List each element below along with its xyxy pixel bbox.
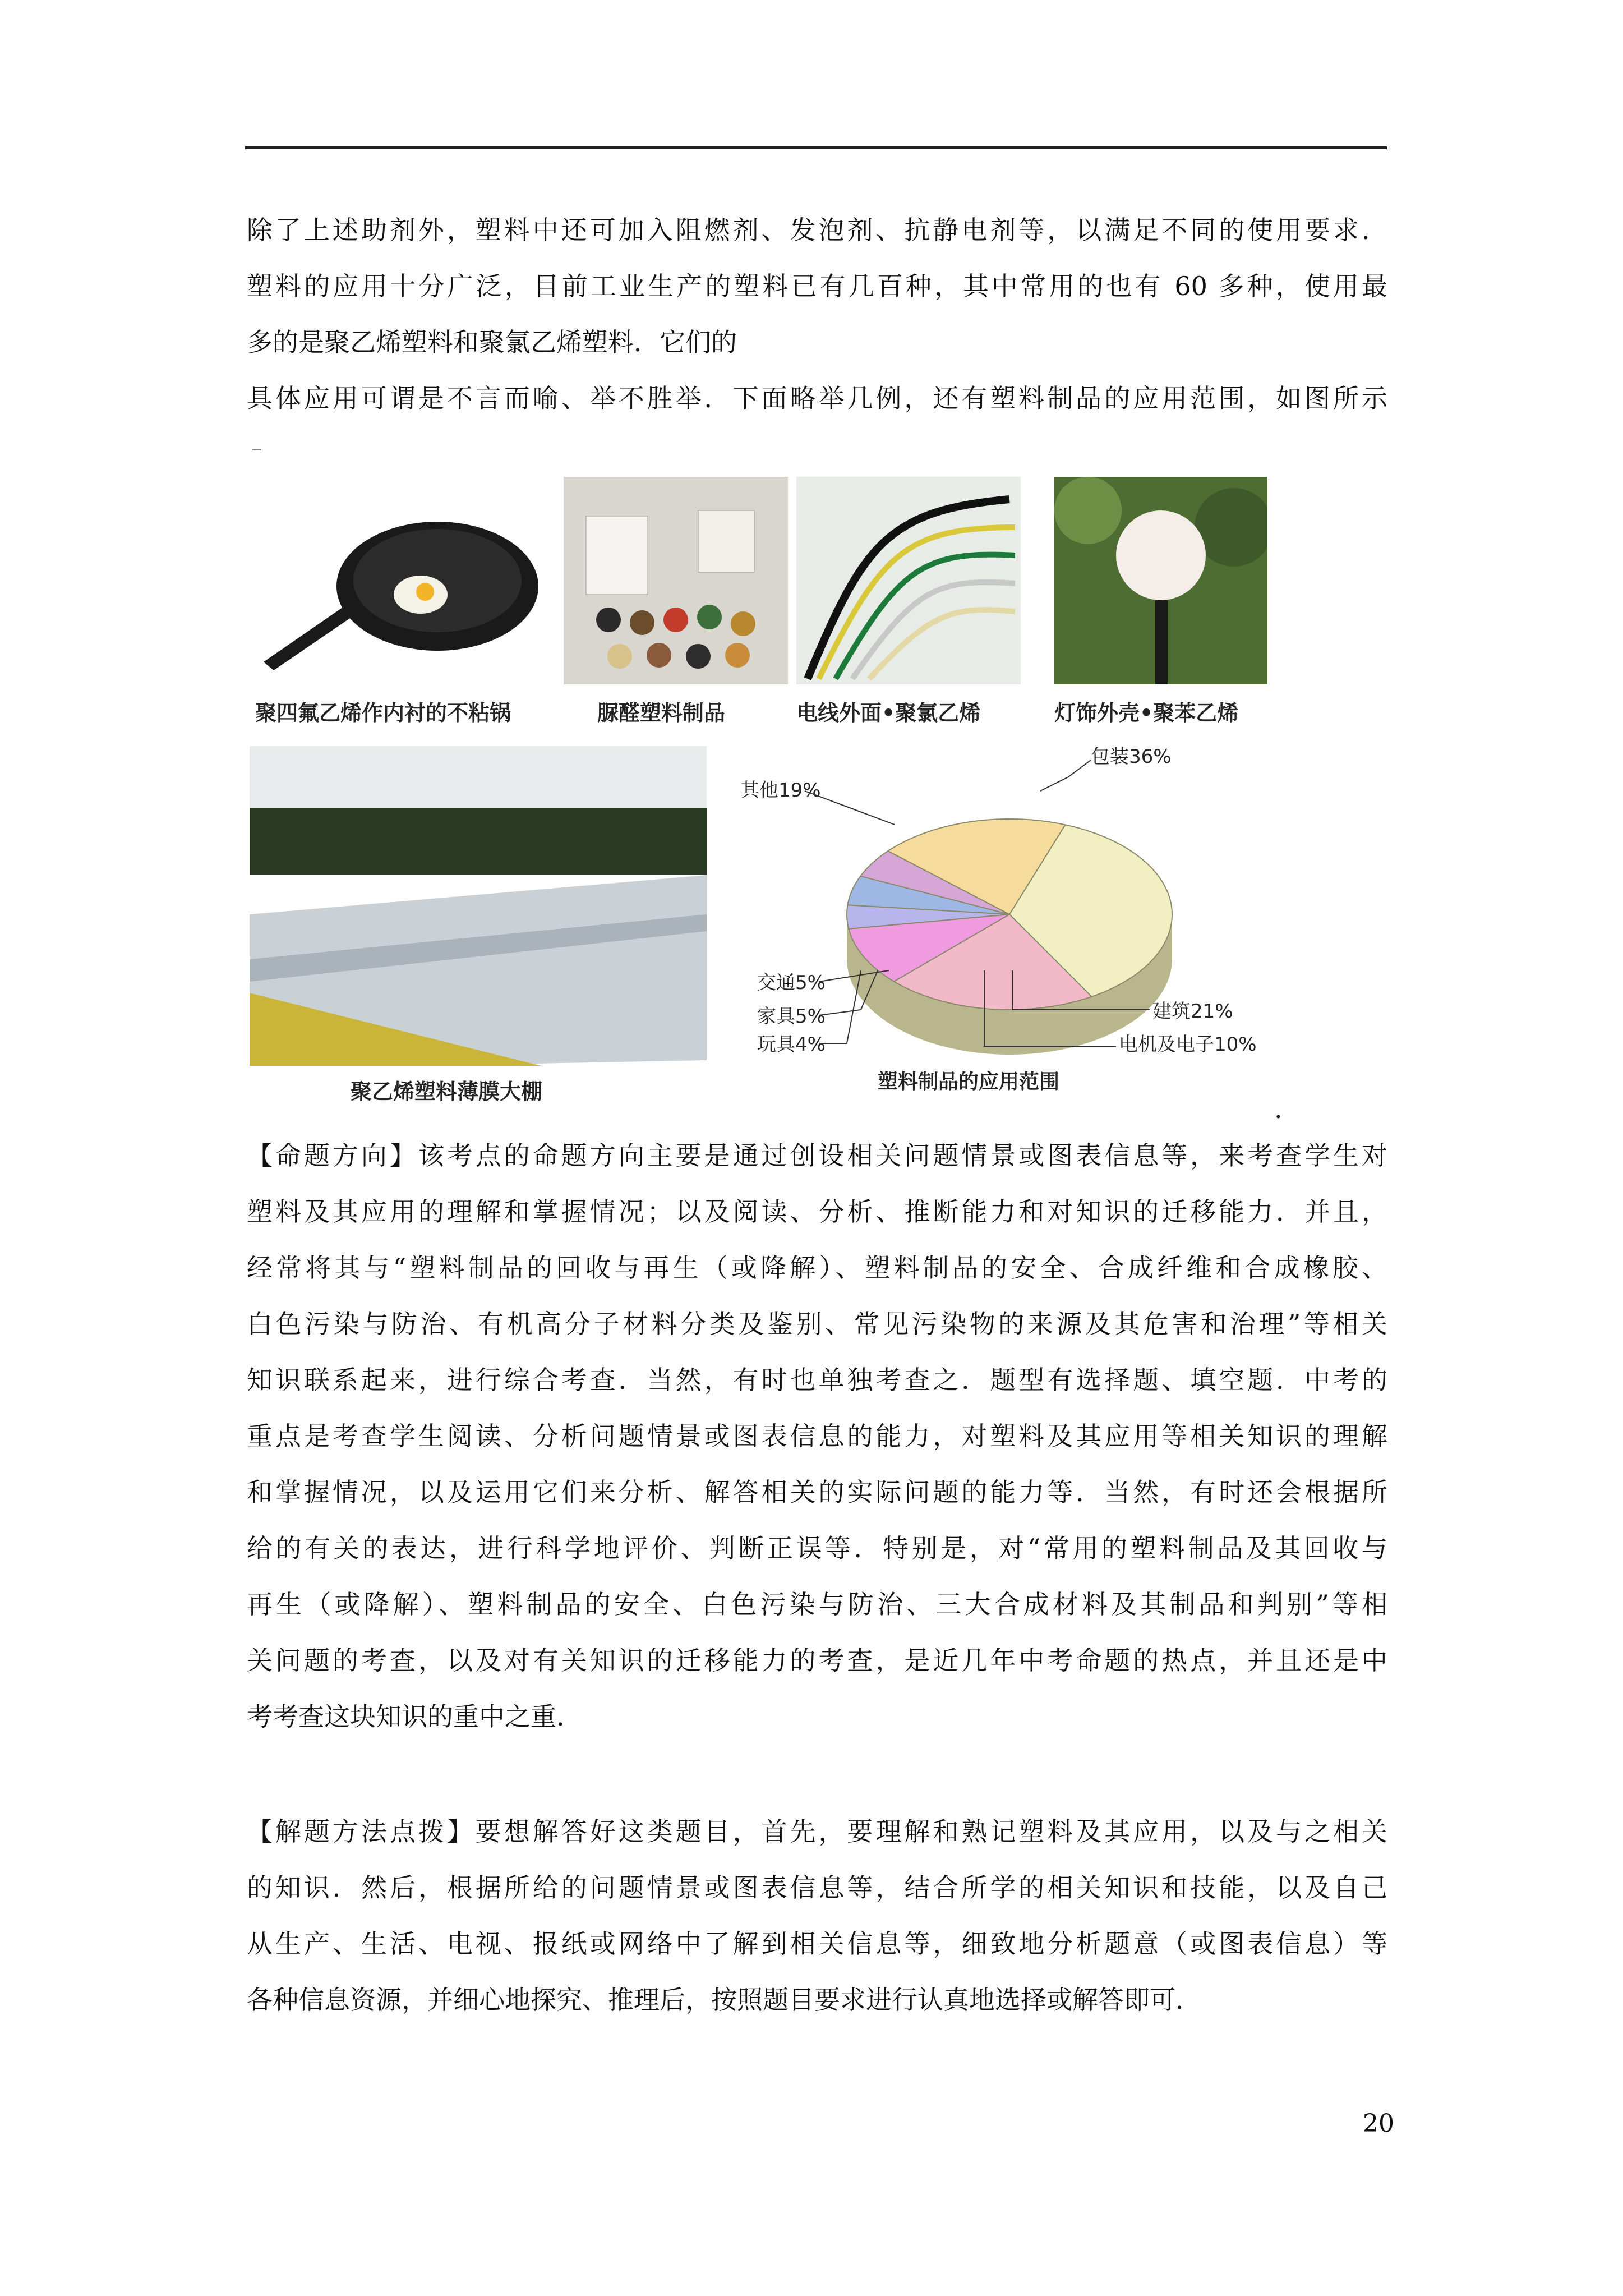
stray-dot: .	[1274, 1094, 1283, 1124]
photo-greenhouse-film	[250, 746, 707, 1066]
pie-label-furniture: 家具5%	[757, 1005, 826, 1028]
proposal-line: 知识联系起来，进行综合考查．当然，有时也单独考查之．题型有选择题、填空题．中考的	[247, 1365, 1387, 1395]
intro-line: 具体应用可谓是不言而喻、举不胜举．下面略举几例，还有塑料制品的应用范围，如图所示	[247, 383, 1387, 413]
pie-label-packaging: 包装36%	[1091, 746, 1172, 768]
pie-label-other: 其他19%	[740, 779, 821, 802]
photo-wire-pvc	[796, 477, 1021, 684]
method-line: 各种信息资源，并细心地探究、推理后，按照题目要求进行认真地选择或解答即可．	[247, 1985, 1201, 2015]
proposal-paragraph	[247, 1128, 1387, 1745]
pie-label-electronics: 电机及电子10%	[1119, 1033, 1257, 1056]
pie-slices	[847, 819, 1172, 1010]
method-line: 【解题方法点拨】要想解答好这类题目，首先，要理解和熟记塑料及其应用，以及与之相关	[247, 1816, 1388, 1847]
header-rule	[245, 146, 1387, 149]
caption-greenhouse: 聚乙烯塑料薄膜大棚	[351, 1079, 543, 1104]
caption-lamp: 灯饰外壳•聚苯乙烯	[1054, 701, 1239, 725]
method-line: 从生产、生活、电视、报纸或网络中了解到相关信息等，细致地分析题意（或图表信息）等	[247, 1929, 1387, 1959]
photo-lamp-shell	[1054, 477, 1267, 684]
pie-chart	[726, 746, 1259, 1105]
intro-paragraph	[247, 202, 1387, 426]
proposal-line: 白色污染与防治、有机高分子材料分类及鉴别、常见污染物的来源及其危害和治理”等相关	[247, 1309, 1387, 1339]
photo-nonstick-pan	[252, 477, 555, 684]
pie-chart-title: 塑料制品的应用范围	[878, 1070, 1060, 1093]
method-heading: 【解题方法点拨】	[247, 1816, 476, 1847]
proposal-line: 给的有关的表达，进行科学地评价、判断正误等．特别是，对“常用的塑料制品及其回收与	[247, 1533, 1387, 1563]
pie-label-building: 建筑21%	[1152, 1000, 1233, 1023]
proposal-line: 和掌握情况，以及运用它们来分析、解答相关的实际问题的能力等．当然，有时还会根据所	[247, 1477, 1387, 1507]
page-number: 20	[1363, 2109, 1394, 2138]
caption-wire: 电线外面•聚氯乙烯	[796, 701, 981, 725]
caption-urea: 脲醛塑料制品	[597, 701, 726, 725]
photo-urea-plastic	[564, 477, 788, 684]
proposal-line: 【命题方向】该考点的命题方向主要是通过创设相关问题情景或图表信息等，来考查学生对	[247, 1140, 1388, 1171]
proposal-line: 关问题的考查，以及对有关知识的迁移能力的考查，是近几年中考命题的热点，并且还是中	[247, 1645, 1387, 1676]
pie-label-toys: 玩具4%	[757, 1033, 826, 1056]
intro-line: 除了上述助剂外，塑料中还可加入阻燃剂、发泡剂、抗静电剂等，以满足不同的使用要求．	[247, 215, 1387, 245]
intro-line: 多的是聚乙烯塑料和聚氯乙烯塑料．它们的	[247, 327, 737, 357]
method-line: 的知识．然后，根据所给的问题情景或图表信息等，结合所学的相关知识和技能，以及自己	[247, 1872, 1387, 1903]
method-paragraph	[247, 1803, 1387, 2028]
intro-line: 塑料的应用十分广泛，目前工业生产的塑料已有几百种，其中常用的也有 60 多种，使用最	[247, 271, 1387, 301]
proposal-line: 再生（或降解）、塑料制品的安全、白色污染与防治、三大合成材料及其制品和判别”等相	[247, 1589, 1387, 1619]
proposal-heading: 【命题方向】	[247, 1140, 418, 1171]
proposal-line: 考考查这块知识的重中之重．	[247, 1701, 582, 1732]
proposal-line: 经常将其与“塑料制品的回收与再生（或降解）、塑料制品的安全、合成纤维和合成橡胶、	[247, 1253, 1387, 1283]
proposal-line: 重点是考查学生阅读、分析问题情景或图表信息的能力，对塑料及其应用等相关知识的理解	[247, 1421, 1387, 1451]
stray-mark	[252, 449, 261, 450]
pie-label-transport: 交通5%	[757, 972, 826, 994]
caption-pan: 聚四氟乙烯作内衬的不粘锅	[255, 701, 511, 725]
proposal-line: 塑料及其应用的理解和掌握情况；以及阅读、分析、推断能力和对知识的迁移能力．并且，	[247, 1197, 1387, 1227]
